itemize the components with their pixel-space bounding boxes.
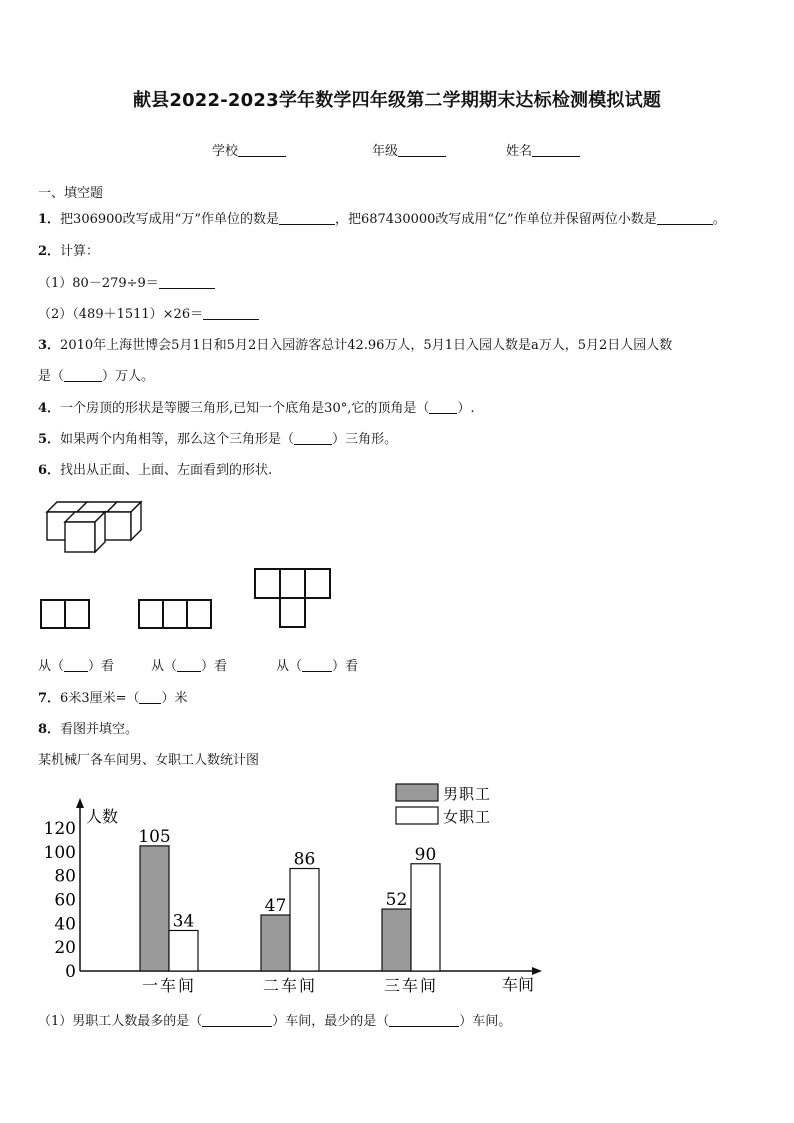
q2-p2-blank[interactable] <box>203 307 259 320</box>
view-b-square-2 <box>162 599 188 629</box>
data-label: 47 <box>264 895 287 916</box>
y-tick-label: 120 <box>43 819 76 839</box>
q1-text-c: 。 <box>712 212 726 227</box>
q5-blank[interactable] <box>294 432 332 445</box>
legend-label: 男职工 <box>443 785 492 803</box>
y-tick-label: 80 <box>54 866 76 887</box>
q1-blank-2[interactable] <box>657 212 713 225</box>
question-8 <box>38 718 138 737</box>
q8-number: 8． <box>38 722 61 737</box>
data-label: 105 <box>138 826 171 847</box>
q3-number: 3． <box>38 338 61 353</box>
q4-number: 4． <box>38 401 61 416</box>
q8-p1-text-a: （1）男职工人数最多的是（ <box>38 1014 203 1029</box>
y-axis-arrow <box>76 798 84 808</box>
view-a-figure <box>40 599 90 629</box>
view-2-text-b: ）看 <box>201 659 228 674</box>
view-a-square-2 <box>64 599 90 629</box>
legend-swatch <box>396 807 438 824</box>
bar <box>411 864 440 971</box>
view-3-caption <box>276 655 358 674</box>
question-4 <box>38 397 475 416</box>
question-2 <box>38 240 99 259</box>
view-2-text-a: 从（ <box>151 659 178 674</box>
view-1-text-a: 从（ <box>38 659 65 674</box>
q5-text-a: 如果两个内角相等，那么这个三角形是（ <box>60 432 295 447</box>
bar <box>140 846 169 971</box>
q7-number: 7． <box>38 691 61 706</box>
bar <box>382 909 411 971</box>
view-b-figure <box>138 599 212 629</box>
grade-field <box>372 140 446 159</box>
view-1-caption <box>38 655 114 674</box>
school-label: 学校 <box>212 144 239 159</box>
q2-p1-text: （1）80－279÷9＝ <box>38 276 159 291</box>
view-3-text-a: 从（ <box>276 659 303 674</box>
q3-text2-a: 是（ <box>38 369 65 384</box>
bar <box>261 915 290 971</box>
data-label: 34 <box>172 911 195 932</box>
question-7 <box>38 687 188 706</box>
question-8-part-1 <box>38 1010 511 1029</box>
x-axis-arrow <box>532 967 542 975</box>
q2-text: 计算： <box>60 244 100 259</box>
view-3-text-b: ）看 <box>332 659 359 674</box>
bar-chart <box>30 778 560 1000</box>
bar <box>290 869 319 971</box>
q8-text: 看图并填空。 <box>60 722 139 737</box>
view-2-blank[interactable] <box>177 659 201 672</box>
section-heading: 一、填空题 <box>38 186 104 201</box>
y-axis-label: 人数 <box>86 807 119 826</box>
question-3 <box>38 334 672 353</box>
q6-text: 找出从正面、上面、左面看到的形状. <box>60 463 273 478</box>
x-tick-label: 三车间 <box>383 976 439 995</box>
question-2-part-1 <box>38 272 215 291</box>
q4-blank[interactable] <box>429 401 457 414</box>
q6-number: 6． <box>38 463 61 478</box>
q1-text-a: 把306900改写成用“万”作单位的数是 <box>60 212 279 227</box>
view-c-square-4 <box>279 597 306 628</box>
legend-label: 女职工 <box>443 808 492 826</box>
q8-p1-text-b: ）车间，最少的是（ <box>272 1014 390 1029</box>
x-tick-label: 二车间 <box>262 976 318 995</box>
cube-front-2 <box>65 522 95 552</box>
q2-p2-text: （2）（489＋1511）×26＝ <box>38 307 204 322</box>
school-field <box>212 140 286 159</box>
view-1-text-b: ）看 <box>88 659 115 674</box>
view-b-square-3 <box>186 599 212 629</box>
q7-text-b: ）米 <box>161 691 188 706</box>
q3-blank[interactable] <box>64 369 102 382</box>
cube-stack-figure <box>45 498 145 556</box>
view-c-figure <box>254 568 332 630</box>
y-tick-label: 40 <box>54 914 76 935</box>
q8-p1-text-c: ）车间。 <box>459 1014 512 1029</box>
view-c-square-1 <box>254 568 281 599</box>
y-tick-label: 60 <box>54 890 76 911</box>
y-tick-label: 20 <box>54 938 76 959</box>
q5-text-b: ）三角形。 <box>332 432 398 447</box>
grade-blank[interactable] <box>398 143 446 157</box>
view-c-square-3 <box>304 568 331 599</box>
question-2-part-2 <box>38 303 259 322</box>
q2-p1-blank[interactable] <box>159 276 215 289</box>
q4-text-a: 一个房顶的形状是等腰三角形,已知一个底角是30°,它的顶角是（ <box>60 401 430 416</box>
question-5 <box>38 428 397 447</box>
view-b-square-1 <box>138 599 164 629</box>
page-title: 献县2022-2023学年数学四年级第二学期期末达标检测模拟试题 <box>132 90 662 111</box>
question-6 <box>38 459 272 478</box>
q1-number: 1． <box>38 212 61 227</box>
x-tick-label: 一车间 <box>141 976 197 995</box>
question-1 <box>38 208 726 227</box>
view-2-caption <box>151 655 227 674</box>
q1-text-b: ，把687430000改写成用“亿”作单位并保留两位小数是 <box>334 212 657 227</box>
view-3-blank[interactable] <box>302 659 332 672</box>
name-label: 姓名 <box>506 144 533 159</box>
data-label: 86 <box>293 849 316 870</box>
y-tick-label: 0 <box>65 962 76 982</box>
name-field <box>506 140 580 159</box>
q7-text-a: 6米3厘米=（ <box>60 691 140 706</box>
q8-p1-blank-2[interactable] <box>389 1014 459 1027</box>
q4-text-b: ）. <box>457 401 475 416</box>
bar <box>169 930 198 971</box>
data-label: 90 <box>414 844 437 865</box>
x-axis-label: 车间 <box>502 975 535 994</box>
q2-number: 2． <box>38 244 61 259</box>
view-c-square-2 <box>279 568 306 599</box>
name-blank[interactable] <box>532 143 580 157</box>
question-3-cont <box>38 365 154 384</box>
view-1-blank[interactable] <box>64 659 88 672</box>
grade-label: 年级 <box>372 144 399 159</box>
view-a-square-1 <box>40 599 66 629</box>
q3-text: 2010年上海世博会5月1日和5月2日入园游客总计42.96万人，5月1日入园人数是a万人，5月2日人园人数 <box>60 338 673 353</box>
data-label: 52 <box>385 890 408 911</box>
q3-text2-b: ）万人。 <box>102 369 155 384</box>
chart-title: 某机械厂各车间男、女职工人数统计图 <box>38 753 260 768</box>
y-tick-label: 100 <box>43 842 76 863</box>
school-blank[interactable] <box>238 143 286 157</box>
q8-p1-blank-1[interactable] <box>202 1014 272 1027</box>
q7-blank[interactable] <box>139 691 161 704</box>
legend-swatch <box>396 784 438 801</box>
q1-blank-1[interactable] <box>279 212 335 225</box>
q5-number: 5． <box>38 432 61 447</box>
